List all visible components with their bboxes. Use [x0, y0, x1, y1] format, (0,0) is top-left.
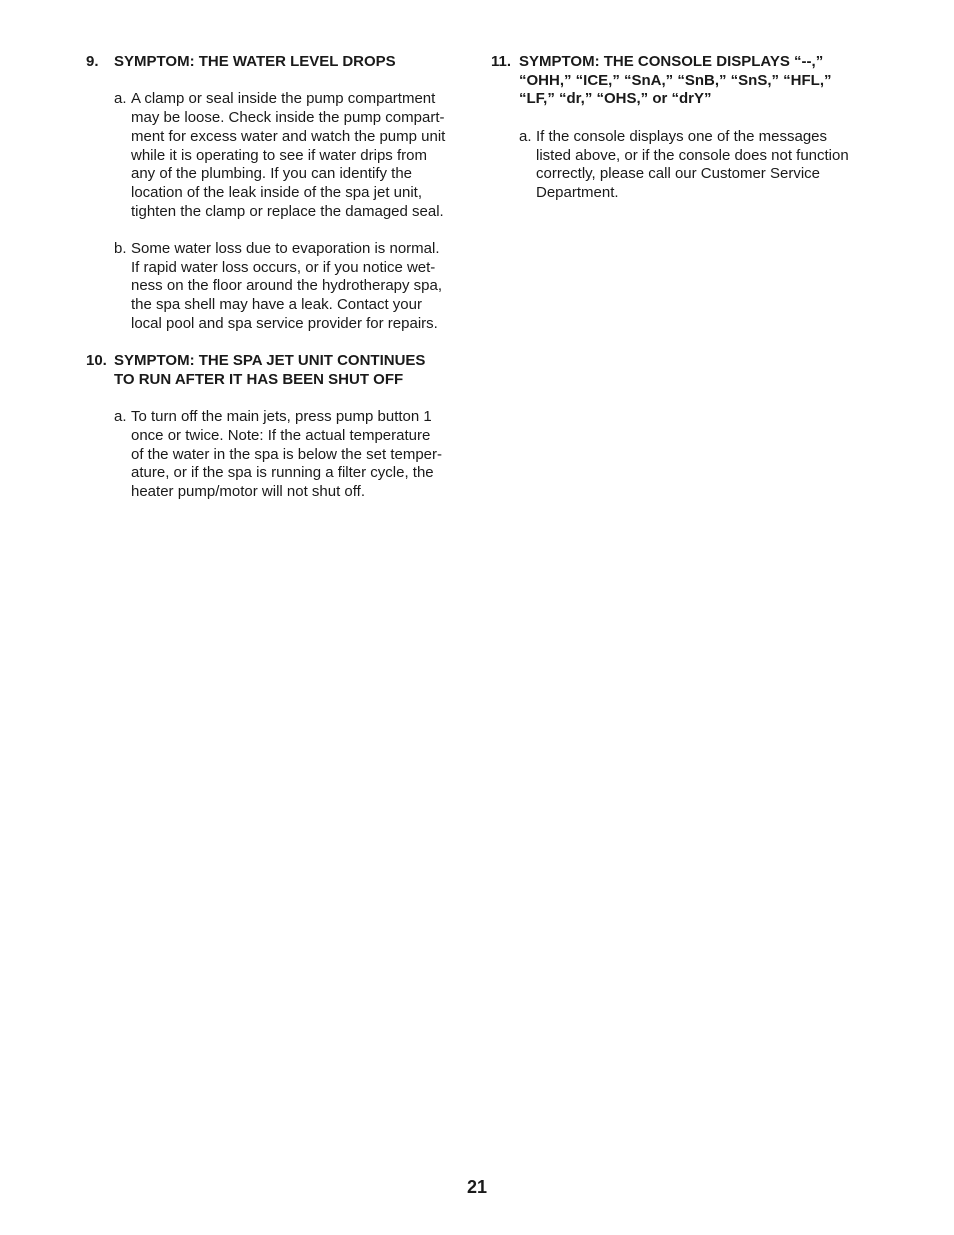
item-line: tighten the clamp or replace the damaged seal.	[131, 202, 444, 220]
left-column	[86, 53, 471, 502]
symptom-9-item-b	[114, 240, 471, 334]
symptom-11-number: 11.	[491, 53, 512, 70]
symptom-11-heading	[491, 53, 876, 109]
item-line: Department.	[536, 183, 619, 201]
item-line: heater pump/motor will not shut off.	[131, 483, 366, 501]
item-line: ness on the floor around the hydrotherapy spa,	[131, 277, 443, 295]
item-line: If the console displays one of the messages	[536, 127, 828, 145]
symptom-10-title	[114, 352, 471, 389]
item-letter: a.	[114, 90, 127, 108]
item-line: any of the plumbing. If you can identify the	[131, 165, 413, 183]
item-line: If rapid water loss occurs, or if you notice wet-	[131, 258, 436, 276]
item-line: may be loose. Check inside the pump compart-	[131, 109, 445, 127]
symptom-9-title: SYMPTOM: THE WATER LEVEL DROPS	[114, 53, 396, 70]
item-line: while it is operating to see if water drips from	[131, 146, 427, 164]
right-column	[491, 53, 876, 203]
item-line: A clamp or seal inside the pump compartment	[131, 90, 436, 108]
item-body	[131, 240, 471, 334]
item-line: ature, or if the spa is running a filter cycle, the	[131, 464, 434, 482]
item-line: ment for excess water and watch the pump unit	[131, 127, 446, 145]
item-line: correctly, please call our Customer Service	[536, 165, 820, 183]
symptom-10-heading	[86, 352, 471, 389]
title-line: TO RUN AFTER IT HAS BEEN SHUT OFF	[114, 370, 404, 388]
symptom-10-item-a	[114, 408, 471, 502]
page-number: 21	[466, 1177, 488, 1197]
title-line: SYMPTOM: THE CONSOLE DISPLAYS “--,”	[519, 53, 824, 70]
item-line: once or twice. Note: If the actual temperature	[131, 427, 431, 444]
symptom-9-item-a	[114, 90, 471, 221]
title-line: SYMPTOM: THE SPA JET UNIT CONTINUES	[114, 352, 426, 370]
symptom-9-heading	[86, 53, 471, 72]
item-letter: b.	[114, 240, 127, 257]
item-line: listed above, or if the console does not function	[536, 146, 849, 164]
item-line: the spa shell may have a leak. Contact your	[131, 296, 422, 314]
item-line: local pool and spa service provider for repairs.	[131, 314, 438, 332]
item-letter: a.	[114, 408, 127, 426]
item-body	[536, 128, 876, 203]
title-line: “OHH,” “ICE,” “SnA,” “SnB,” “SnS,” “HFL,”	[519, 71, 832, 89]
item-body	[131, 90, 471, 221]
item-line: of the water in the spa is below the set temper-	[131, 445, 442, 463]
item-line: To turn off the main jets, press pump button 1	[131, 408, 432, 426]
title-line: “LF,” “dr,” “OHS,” or “drY”	[519, 90, 712, 108]
symptom-11-item-a	[519, 128, 876, 203]
symptom-11-title	[519, 53, 876, 109]
item-line: location of the leak inside of the spa jet unit,	[131, 183, 423, 201]
symptom-10-number: 10.	[86, 352, 107, 370]
symptom-9-number: 9.	[86, 53, 99, 70]
item-line: Some water loss due to evaporation is normal.	[131, 240, 440, 257]
item-body	[131, 408, 471, 502]
item-letter: a.	[519, 127, 532, 145]
